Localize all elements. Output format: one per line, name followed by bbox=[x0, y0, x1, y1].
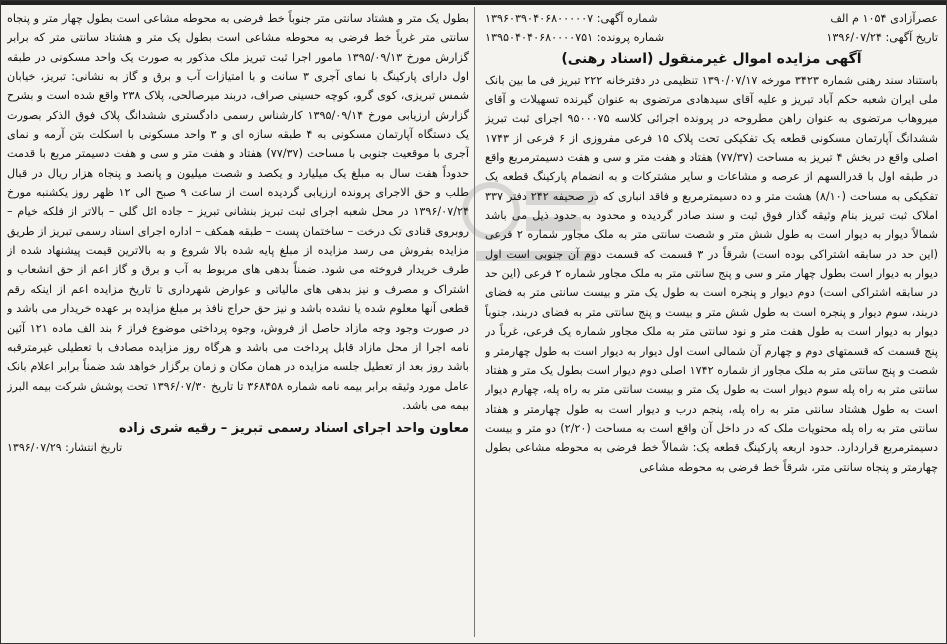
publish-date: تاریخ انتشار: ۱۳۹۶/۰۷/۲۹ bbox=[7, 441, 123, 455]
signature-line: معاون واحد اجرای اسناد رسمی تبریز – رقیه شری زاده bbox=[118, 421, 469, 437]
header-row-2 bbox=[485, 28, 938, 47]
right-body-text: باستناد سند رهنی شماره ۳۴۲۳ مورخه ۱۳۹۰/۰۷/۱۷ تنظیمی در دفترخانه ۲۲۲ تبریز فی ما بین بانک ملی ایران شعبه حکم آباد تبریز و علیه آقای سیدهادی مرتضوی به عنوان گیرنده تسهیلات و آقای میروهاب مرتضوی به عنوان راهن مطروحه در پرونده اجرائی کلاسه ۹۵۰۰۰۷۵ اجرای ثبت تبریز ششدانگ آپارتمان مسکونی قطعه یک تفکیکی تحت پلاک ۱۵ فرعی مفروزی از ۶ فرعی از ۱۷۴۳ اصلی واقع در بخش ۴ تبریز به مساحت (۷۷/۳۷) هفتاد و هفت متر و سی و هفت دسیمترمربع واقع در طبقه اول با قدرالسهم از عرصه و مشاعات و سایر مشترکات و به انضمام پارکینگ قطعه یک تفکیکی به مساحت (۸/۱۰) هشت متر و ده دسیمترمربع و فاقد انباری که در صحیفه ۲۴۲ دفتر ۳۳۷ املاک ثبت تبریز بنام وثیقه گذار فوق ثبت و سند صادر گردیده و محدود به حدود ذیل می باشد شمالاً دیوار به دیوار است به طول شش متر و شصت سانتی متر به ملک مجاور شماره ۲ فرعی (این حد در سابقه اشتراکی بوده است) شرقاً در ۳ قسمت که قسمت دوم آن جنوبی است اول دیوار به دیوار است بطول چهار متر و سی و پنج سانتی متر به ملک مجاور شماره ۲ فرعی (این حد در سابقه اشتراکی است) دوم دیوار و پنجره است به طول یک متر و بیست سانتی متر به فضای دربند، سوم دیوار و پنجره است به طول شش متر و بیست و پنج سانتی متر به فضای دربند، جنوباً دیوار به دیوار است به طول هفت متر و نود سانتی متر به ملک مجاور شماره یک فرعی، غرباً در پنج قسمت که قسمتهای دوم و چهارم آن شمالی است اول دیوار به دیوار است به طول چهارمتر و شصت و پنج سانتی متر به ملک مجاور از شماره ۱۷۴۲ اصلی دوم دیوار است بطول یک متر و هفتاد سانتی متر به راه پله سوم دیوار است به طول یک متر و بیست سانتی متر به راه پله، چهارم دیوار است به طول هشتاد سانتی متر به راه پله، پنجم درب و دیوار است به طول چهارمتر و هفتاد سانتی متر به راه پله محتویات ملک که در داخل آن واقع است به مساحت (۲/۲۰) دو متر و بیست دسیمترمربع قراردارد. حدود اربعه پارکینگ قطعه یک: شمالاً خط فرضی به محوطه مشاعی بطول چهارمتر و پنجاه سانتی متر، شرقاً خط فرضی به محوطه مشاعی bbox=[485, 73, 938, 474]
top-border-rule bbox=[1, 1, 946, 5]
case-number: شماره پرونده: ۱۳۹۵۰۴۰۴۰۶۸۰۰۰۰۷۵۱ bbox=[485, 31, 665, 45]
notice-title: آگهی مزایده اموال غیرمنقول (اسناد رهنی) bbox=[561, 50, 862, 67]
issue-number: عصرآزادی ۱۰۵۴ م الف bbox=[830, 12, 938, 25]
left-column bbox=[7, 9, 469, 637]
column-divider bbox=[474, 7, 475, 637]
right-column bbox=[485, 9, 938, 637]
header-row-1 bbox=[485, 9, 938, 28]
notice-number: شماره آگهی: ۱۳۹۶۰۳۹۰۴۰۶۸۰۰۰۰۰۷ bbox=[485, 12, 658, 25]
left-body-text: بطول یک متر و هشتاد سانتی متر جنوباً خط فرضی به محوطه مشاعی است بطول چهار متر و پنجاه سانتی متر غرباً خط فرضی به محوطه مشاعی است بطول یک متر و هشتاد سانتی متر که برابر گزارش مورخ ۱۳۹۵/۰۹/۱۳ مامور اجرا ثبت تبریز ملک مذکور به صورت یک واحد مسکونی در طبقه اول دارای پارکینگ با نمای آجری ۳ سانت و با امتیازات آب و برق و گاز به نشانی: تبریز، خیابان شمس تبریزی، کوی گرو، کوچه حسینی صراف، دربند میرصالحی، پلاک ۲۳۸ واقع شده است و بشرح گزارش ارزیابی مورخ ۱۳۹۵/۰۹/۱۴ کارشناس رسمی دادگستری ششدانگ پلاک فوق الذکر بصورت یک دستگاه آپارتمان مسکونی به ۴ طبقه سازه ای و ۳ واحد مسکونی با اسکلت بتن آرمه و نمای آجری با موقعیت جنوبی با مساحت (۷۷/۳۷) هفتاد و هفت متر و سی و هفت دسیمتر مربع با قدمت حدوداً هفت سال به مبلغ یک میلیارد و یکصد و شصت میلیون و پانصد و پنجاه هزار ریال در قبال طلب و حق الاجرای پرونده ارزیابی گردیده است از ساعت ۹ صبح الی ۱۲ ظهر روز یکشنبه مورخ ۱۳۹۶/۰۷/۲۴ در محل شعبه اجرای ثبت تبریز بنشانی تبریز – جاده ائل گلی – بالاتر از فلکه خیام – روبروی قنادی تک درخت – ساختمان پست – طبقه همکف – اداره اجرای اسناد رسمی تبریز از طریق مزایده بفروش می رسد مزایده از مبلغ پایه شده بالا شروع و به بالاترین قیمت پیشنهاد شده از طرف خریدار فروخته می شود. ضمناً بدهی های مربوط به آب و برق و گاز اعم از حق انشعاب و اشتراک و مصرف و نیز بدهی های مالیاتی و عوارض شهرداری تا تاریخ مزایده اعم از اینکه رقم قطعی آنها معلوم شده یا نشده باشد و نیز حق حراج نافذ بر مبلغ مزایده بر عهده خریدار می باشد و در صورت وجود وجه مازاد حاصل از فروش، وجوه پرداختی موضوع فراز ۶ بند الف ماده ۱۲۱ آئین نامه اجرا از محل مازاد قابل پرداخت می باشد و هرگاه روز مزایده مصادف با تعطیلی غیرمترقبه باشد روز بعد از تعطیل جلسه مزایده در همان مکان و زمان برگزار خواهد شد ضمناً برابر اعلام بانک عامل مورد وثیقه برابر بیمه نامه شماره ۳۶۸۴۵۸ تا تاریخ ۱۳۹۶/۰۷/۳۰ تحت پوشش شرکت بیمه البرز بیمه می باشد. bbox=[7, 12, 469, 412]
notice-date: تاریخ آگهی: ۱۳۹۶/۰۷/۲۴ bbox=[826, 31, 938, 45]
